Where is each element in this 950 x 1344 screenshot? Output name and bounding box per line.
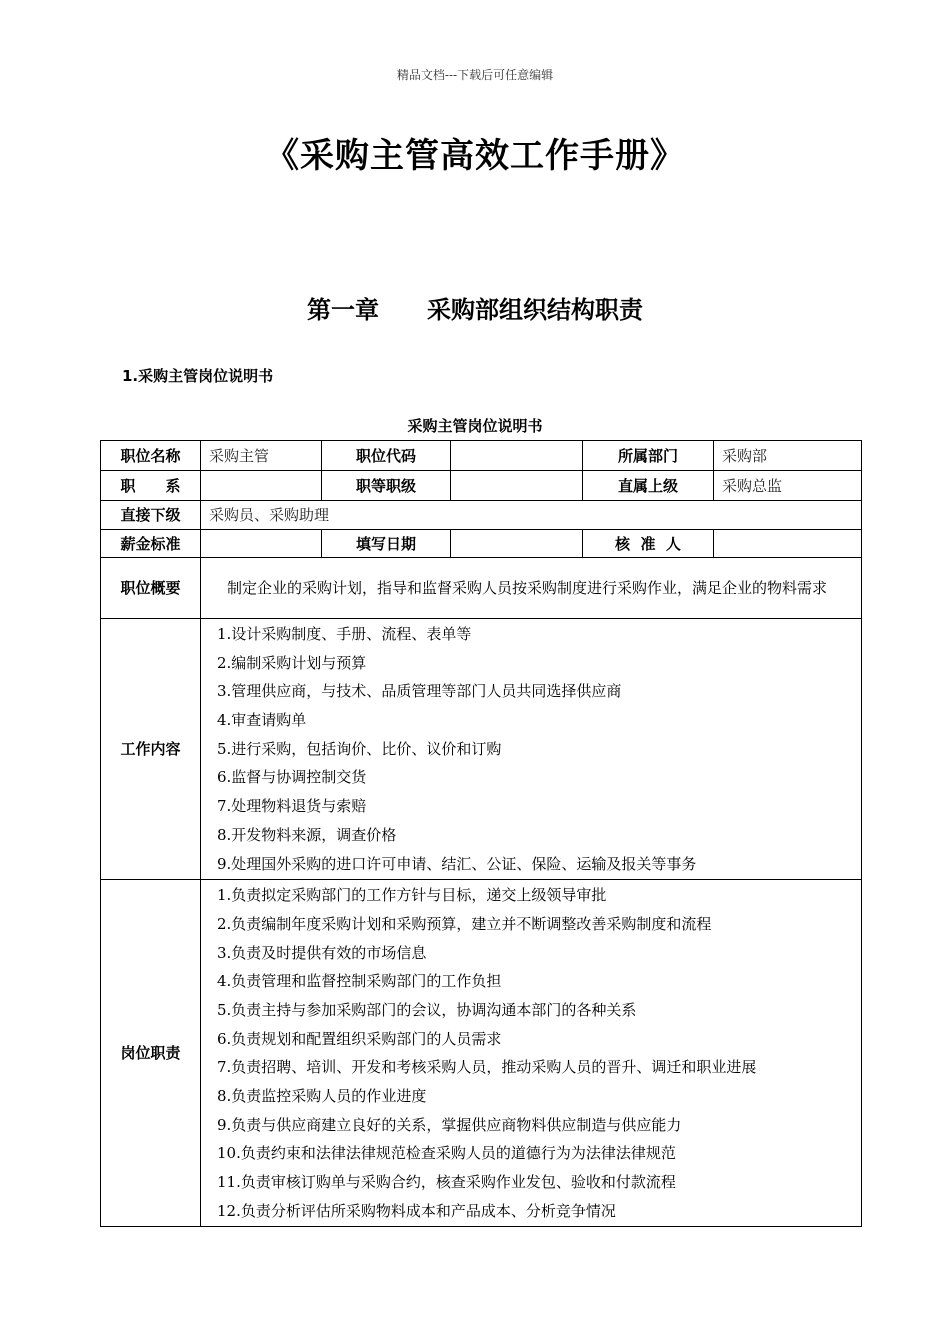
job-family-value	[201, 471, 322, 501]
grade-level-label: 职等职级	[322, 471, 451, 501]
table-row	[101, 441, 862, 471]
list-item: 9.负责与供应商建立良好的关系，掌握供应商物料供应制造与供应能力	[217, 1115, 682, 1134]
list-item: 4.负责管理和监督控制采购部门的工作负担	[217, 972, 502, 991]
duties-cell	[201, 880, 862, 1227]
list-item: 12.负责分析评估所采购物料成本和产品成本、分析竞争情况	[217, 1201, 616, 1220]
table-caption: 采购主管岗位说明书	[407, 417, 543, 435]
list-item: 8.负责监控采购人员的作业进度	[217, 1087, 427, 1105]
list-item: 5.负责主持与参加采购部门的会议，协调沟通本部门的各种关系	[217, 1000, 637, 1019]
list-item: 1.设计采购制度、手册、流程、表单等	[217, 625, 472, 643]
chapter-title: 第一章 采购部组织结构职责	[307, 296, 643, 324]
approver-value	[714, 530, 862, 558]
work-content-list	[209, 619, 853, 879]
list-item: 2.负责编制年度采购计划和采购预算，建立并不断调整改善采购制度和流程	[217, 914, 712, 933]
section-heading: 1.采购主管岗位说明书	[122, 367, 274, 385]
list-item: 7.负责招聘、培训、开发和考核采购人员，推动采购人员的晋升、调迁和职业进展	[217, 1058, 757, 1077]
table-row	[101, 558, 862, 619]
table-row	[101, 880, 862, 1227]
list-item: 2.编制采购计划与预算	[217, 653, 367, 672]
supervisor-value: 采购总监	[714, 471, 862, 501]
list-item: 1.负责拟定采购部门的工作方针与目标，递交上级领导审批	[217, 886, 607, 905]
grade-level-value	[451, 471, 583, 501]
work-content-label: 工作内容	[101, 619, 201, 880]
list-item: 11.负责审核订购单与采购合约，核查采购作业发包、验收和付款流程	[217, 1173, 676, 1192]
list-item: 9.处理国外采购的进口许可申请、结汇、公证、保险、运输及报关等事务	[217, 854, 697, 873]
table-row	[101, 619, 862, 880]
duties-list	[209, 880, 853, 1226]
list-item: 8.开发物料来源，调查价格	[217, 825, 397, 844]
subordinates-value: 采购员、采购助理	[201, 501, 862, 530]
fill-date-label: 填写日期	[322, 530, 451, 558]
position-code-label: 职位代码	[322, 441, 451, 471]
list-item: 4.审查请购单	[217, 711, 307, 730]
duties-label: 岗位职责	[101, 880, 201, 1227]
list-item: 3.管理供应商，与技术、品质管理等部门人员共同选择供应商	[217, 682, 622, 701]
header-note: 精品文档---下载后可任意编辑	[396, 68, 554, 82]
salary-value	[201, 530, 322, 558]
approver-label: 核 准 人	[583, 530, 714, 558]
overview-label: 职位概要	[101, 558, 201, 619]
list-item: 5.进行采购，包括询价、比价、议价和订购	[217, 739, 502, 758]
list-item: 7.处理物料退货与索赔	[217, 797, 367, 816]
list-item: 6.监督与协调控制交货	[217, 768, 367, 787]
supervisor-label: 直属上级	[583, 471, 714, 501]
job-family-label: 职 系	[101, 471, 201, 501]
position-name-value: 采购主管	[201, 441, 322, 471]
table-row	[101, 501, 862, 530]
list-item: 10.负责约束和法律法律规范检查采购人员的道德行为为法律法律规范	[217, 1144, 676, 1163]
list-item: 3.负责及时提供有效的市场信息	[217, 943, 427, 962]
document-title: 《采购主管高效工作手册》	[265, 136, 685, 176]
overview-text: 制定企业的采购计划，指导和监督采购人员按采购制度进行采购作业，满足企业的物料需求	[227, 579, 828, 597]
department-label: 所属部门	[583, 441, 714, 471]
list-item: 6.负责规划和配置组织采购部门的人员需求	[217, 1029, 502, 1048]
position-name-label: 职位名称	[101, 441, 201, 471]
position-code-value	[451, 441, 583, 471]
fill-date-value	[451, 530, 583, 558]
salary-label: 薪金标准	[101, 530, 201, 558]
table-row	[101, 471, 862, 501]
department-value: 采购部	[714, 441, 862, 471]
subordinates-label: 直接下级	[101, 501, 201, 530]
work-content-cell	[201, 619, 862, 880]
table-row	[101, 530, 862, 558]
overview-cell	[201, 558, 862, 619]
job-description-table	[100, 440, 862, 1227]
